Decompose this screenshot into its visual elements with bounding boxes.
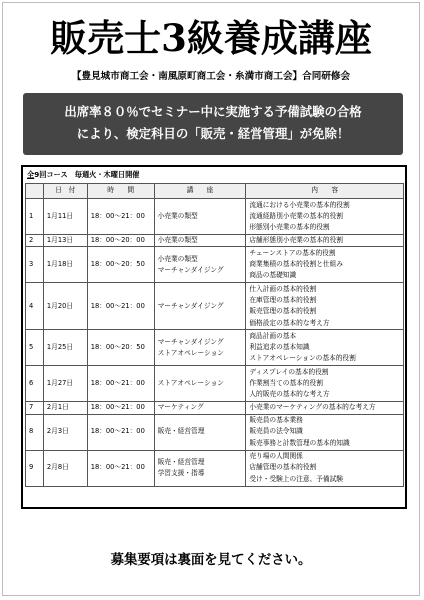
content-line: 小売業のマーケティングの基本的な考え方 (249, 403, 376, 412)
row-time: 18：00～20：50 (87, 247, 154, 283)
row-content (246, 402, 404, 414)
row-content (246, 235, 404, 247)
row-date: 1月27日 (43, 366, 87, 402)
row-number: 5 (26, 330, 44, 366)
content-line: 商業集積の基本的役割と仕組み (249, 260, 343, 269)
banner-line: により、検定科目の「販売・経営管理」が免除！ (76, 126, 350, 141)
table-row (26, 414, 404, 450)
content-line: チェーンストアの基本的役割 (249, 248, 336, 257)
course-heading-first: 全 (27, 170, 35, 179)
course-heading-rest: 9回コース 毎週火・木曜日開催 (34, 170, 140, 179)
content-line: 流通経路別小売業の基本的役割 (249, 211, 343, 220)
table-row (26, 235, 404, 247)
row-number: 7 (26, 402, 44, 414)
table-header-row (26, 184, 404, 199)
row-lecture (154, 199, 246, 235)
lecture-line: マーケティング (157, 403, 204, 412)
page-title: 販売士3級養成講座 (50, 16, 372, 60)
content-line: 売り場の人間関係 (249, 452, 303, 461)
row-time: 18：00～21：00 (87, 450, 154, 486)
row-lecture (154, 283, 246, 330)
lecture-line: ストアオペレーション (157, 379, 224, 388)
content-line: 販売員の法令知識 (249, 427, 303, 436)
page-frame (2, 2, 420, 596)
content-line: 販売事務と計数管理の基本的知識 (249, 438, 350, 447)
lecture-line: 販売・経営管理 (157, 457, 205, 466)
row-date: 2月3日 (43, 414, 87, 450)
content-line: 商品計画の基本 (249, 331, 297, 340)
table-row (26, 283, 404, 330)
lecture-line: 小売業の類型 (157, 236, 198, 244)
row-lecture (154, 330, 246, 366)
row-lecture (154, 247, 246, 283)
header-content: 内 容 (246, 184, 404, 199)
header-time: 時 間 (87, 184, 154, 199)
table-row (26, 199, 404, 235)
table-row (26, 330, 404, 366)
row-content (246, 366, 404, 402)
row-date: 2月8日 (43, 450, 87, 486)
content-line: 流通における小売業の基本的役割 (249, 200, 350, 209)
row-content (246, 247, 404, 283)
row-lecture (154, 450, 246, 486)
row-lecture (154, 414, 246, 450)
row-number: 4 (26, 283, 44, 330)
lecture-line: ストアオペレーション (157, 348, 224, 357)
footer-note: 募集要項は裏面を見てください。 (110, 553, 312, 568)
row-date: 1月11日 (43, 199, 87, 235)
content-line: 形態別小売業の基本的役割 (249, 223, 330, 232)
row-date: 1月18日 (43, 247, 87, 283)
lecture-line: 学習支援・指導 (157, 469, 205, 478)
content-line: 販売管理の基本的役割 (249, 307, 317, 316)
lecture-line: マーチャンダイジング (157, 301, 224, 310)
row-content (246, 330, 404, 366)
row-lecture (154, 402, 246, 414)
lecture-line: 小売業の類型 (157, 254, 198, 263)
row-number: 1 (26, 199, 44, 235)
row-time: 18：00～20：00 (87, 235, 154, 247)
content-line: ディスプレイの基本的役割 (249, 367, 329, 376)
table-row (26, 402, 404, 414)
row-content (246, 283, 404, 330)
row-lecture (154, 366, 246, 402)
banner-line: 出席率８０％でセミナー中に実施する予備試験の合格 (64, 104, 362, 119)
row-number: 8 (26, 414, 44, 450)
row-content (246, 414, 404, 450)
page-subtitle: 【豊見城市商工会・南風原町商工会・糸満市商工会】合同研修会 (71, 71, 351, 82)
row-time: 18：00～21：00 (87, 366, 154, 402)
content-line: 店舗管理の基本的役割 (249, 463, 317, 472)
row-date: 2月1日 (43, 402, 87, 414)
header-date: 日 付 (43, 184, 87, 199)
content-line: 販売員の基本業務 (249, 416, 303, 425)
content-line: 店舗形態別小売業の基本的役割 (249, 236, 343, 244)
row-date: 1月13日 (43, 235, 87, 247)
content-line: 仕入計画の基本的役割 (249, 284, 317, 293)
table-row (26, 366, 404, 402)
lecture-line: 販売・経営管理 (157, 427, 205, 436)
schedule-table (25, 183, 404, 487)
content-line: 作業割当ての基本的役割 (249, 379, 323, 388)
row-number: 6 (26, 366, 44, 402)
row-date: 1月25日 (43, 330, 87, 366)
row-time: 18：00～21：00 (87, 283, 154, 330)
row-time: 18：00～21：00 (87, 414, 154, 450)
course-heading (27, 170, 139, 180)
content-line: 在庫管理の基本的役割 (249, 296, 317, 304)
lecture-line: マーチャンダイジング (157, 265, 224, 274)
content-line: 人的販売の基本的な考え方 (249, 390, 330, 399)
row-content (246, 450, 404, 486)
row-lecture (154, 235, 246, 247)
row-number: 3 (26, 247, 44, 283)
content-line: 商品の基礎知識 (249, 271, 297, 280)
notice-banner (23, 93, 403, 155)
schedule-body (26, 199, 404, 487)
header-no (26, 184, 44, 199)
table-row (26, 450, 404, 486)
lecture-line: 小売業の類型 (157, 211, 198, 220)
row-number: 2 (26, 235, 44, 247)
course-schedule (21, 165, 407, 509)
content-line: 利益追求の基本知識 (249, 343, 310, 352)
row-number: 9 (26, 450, 44, 486)
row-time: 18：00～21：00 (87, 402, 154, 414)
lecture-line: マーチャンダイジング (157, 337, 224, 346)
content-line: 受け・受験上の注意、予備試験 (249, 474, 343, 483)
content-line: ストアオペレーションの基本的役割 (249, 354, 356, 363)
row-content (246, 199, 404, 235)
content-line: 価格設定の基本的な考え方 (249, 318, 330, 327)
row-time: 18：00～20：50 (87, 330, 154, 366)
table-row (26, 247, 404, 283)
row-time: 18：00～21：00 (87, 199, 154, 235)
header-lecture: 講 座 (154, 184, 246, 199)
row-date: 1月20日 (43, 283, 87, 330)
